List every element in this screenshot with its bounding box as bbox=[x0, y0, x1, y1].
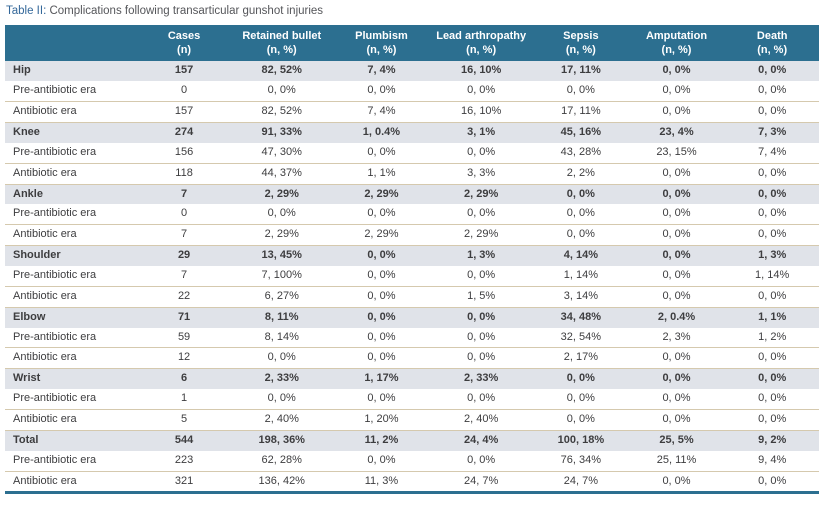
table-row-pre-antibiotic-era bbox=[5, 389, 819, 409]
data-cell: 2, 33% bbox=[428, 369, 534, 389]
data-cell: 24, 7% bbox=[428, 471, 534, 493]
row-label: Pre-antibiotic era bbox=[5, 81, 139, 101]
data-cell: 7, 100% bbox=[229, 266, 335, 286]
data-cell: 2, 40% bbox=[428, 410, 534, 431]
data-cell: 0, 0% bbox=[628, 184, 726, 204]
data-cell: 0, 0% bbox=[534, 410, 628, 431]
data-cell: 1, 5% bbox=[428, 286, 534, 307]
row-label: Pre-antibiotic era bbox=[5, 204, 139, 224]
data-cell: 100, 18% bbox=[534, 430, 628, 450]
data-cell: 321 bbox=[139, 471, 229, 493]
data-cell: 71 bbox=[139, 307, 229, 327]
table-row-pre-antibiotic-era bbox=[5, 451, 819, 471]
data-cell: 11, 3% bbox=[335, 471, 429, 493]
data-cell: 0, 0% bbox=[628, 225, 726, 246]
data-cell: 0, 0% bbox=[428, 451, 534, 471]
data-cell: 0, 0% bbox=[335, 143, 429, 163]
data-cell: 25, 5% bbox=[628, 430, 726, 450]
data-cell: 0, 0% bbox=[229, 389, 335, 409]
data-cell: 0, 0% bbox=[725, 163, 819, 184]
data-cell: 1, 1% bbox=[725, 307, 819, 327]
data-cell: 11, 2% bbox=[335, 430, 429, 450]
data-cell: 0, 0% bbox=[335, 389, 429, 409]
data-cell: 0, 0% bbox=[335, 81, 429, 101]
data-cell: 0 bbox=[139, 81, 229, 101]
table-row-pre-antibiotic-era bbox=[5, 143, 819, 163]
data-cell: 82, 52% bbox=[229, 61, 335, 81]
data-cell: 0, 0% bbox=[725, 81, 819, 101]
data-cell: 0, 0% bbox=[628, 246, 726, 266]
data-cell: 59 bbox=[139, 328, 229, 348]
data-cell: 25, 11% bbox=[628, 451, 726, 471]
row-label: Shoulder bbox=[5, 246, 139, 266]
data-cell: 2, 2% bbox=[534, 163, 628, 184]
table-number: Table II: bbox=[6, 5, 47, 17]
data-cell: 1, 1% bbox=[335, 163, 429, 184]
data-cell: 0, 0% bbox=[428, 143, 534, 163]
table-row-antibiotic-era bbox=[5, 471, 819, 493]
data-cell: 7 bbox=[139, 266, 229, 286]
data-cell: 118 bbox=[139, 163, 229, 184]
table-row-antibiotic-era bbox=[5, 225, 819, 246]
row-label: Total bbox=[5, 430, 139, 450]
data-cell: 23, 4% bbox=[628, 122, 726, 142]
data-cell: 0, 0% bbox=[335, 246, 429, 266]
data-cell: 1, 3% bbox=[725, 246, 819, 266]
column-header-amputation: Amputation (n, %) bbox=[628, 25, 726, 62]
data-cell: 0, 0% bbox=[428, 81, 534, 101]
data-cell: 0, 0% bbox=[628, 61, 726, 81]
data-cell: 0, 0% bbox=[428, 307, 534, 327]
data-cell: 1, 14% bbox=[725, 266, 819, 286]
data-cell: 0, 0% bbox=[534, 225, 628, 246]
data-cell: 0, 0% bbox=[335, 286, 429, 307]
data-cell: 0, 0% bbox=[628, 348, 726, 369]
table-row-antibiotic-era bbox=[5, 348, 819, 369]
data-cell: 0, 0% bbox=[628, 163, 726, 184]
data-cell: 0, 0% bbox=[534, 389, 628, 409]
table-row-pre-antibiotic-era bbox=[5, 266, 819, 286]
data-cell: 1, 17% bbox=[335, 369, 429, 389]
row-label: Antibiotic era bbox=[5, 163, 139, 184]
data-cell: 1, 20% bbox=[335, 410, 429, 431]
data-cell: 1, 14% bbox=[534, 266, 628, 286]
data-cell: 0, 0% bbox=[534, 204, 628, 224]
data-cell: 3, 14% bbox=[534, 286, 628, 307]
data-cell: 0, 0% bbox=[335, 266, 429, 286]
data-cell: 136, 42% bbox=[229, 471, 335, 493]
data-cell: 0, 0% bbox=[428, 328, 534, 348]
table-header bbox=[5, 25, 819, 62]
data-cell: 9, 4% bbox=[725, 451, 819, 471]
data-cell: 0, 0% bbox=[725, 204, 819, 224]
data-cell: 544 bbox=[139, 430, 229, 450]
data-cell: 157 bbox=[139, 61, 229, 81]
data-cell: 9, 2% bbox=[725, 430, 819, 450]
data-cell: 0, 0% bbox=[725, 184, 819, 204]
data-cell: 0, 0% bbox=[229, 81, 335, 101]
table-row-wrist bbox=[5, 369, 819, 389]
data-cell: 0, 0% bbox=[335, 307, 429, 327]
data-cell: 7, 3% bbox=[725, 122, 819, 142]
data-cell: 16, 10% bbox=[428, 102, 534, 123]
data-cell: 7 bbox=[139, 184, 229, 204]
header-row bbox=[5, 25, 819, 62]
row-label: Antibiotic era bbox=[5, 225, 139, 246]
data-cell: 8, 14% bbox=[229, 328, 335, 348]
data-cell: 0 bbox=[139, 204, 229, 224]
data-cell: 6, 27% bbox=[229, 286, 335, 307]
data-cell: 2, 29% bbox=[335, 225, 429, 246]
table-row-elbow bbox=[5, 307, 819, 327]
data-cell: 2, 29% bbox=[335, 184, 429, 204]
data-cell: 24, 7% bbox=[534, 471, 628, 493]
data-cell: 0, 0% bbox=[628, 286, 726, 307]
table-row-hip bbox=[5, 61, 819, 81]
row-label: Wrist bbox=[5, 369, 139, 389]
data-cell: 22 bbox=[139, 286, 229, 307]
data-cell: 45, 16% bbox=[534, 122, 628, 142]
data-cell: 0, 0% bbox=[229, 204, 335, 224]
row-label: Antibiotic era bbox=[5, 286, 139, 307]
row-label: Pre-antibiotic era bbox=[5, 328, 139, 348]
table-body bbox=[5, 61, 819, 493]
data-cell: 2, 3% bbox=[628, 328, 726, 348]
data-cell: 157 bbox=[139, 102, 229, 123]
data-cell: 3, 1% bbox=[428, 122, 534, 142]
data-cell: 2, 40% bbox=[229, 410, 335, 431]
data-cell: 2, 29% bbox=[229, 225, 335, 246]
data-cell: 0, 0% bbox=[428, 389, 534, 409]
data-cell: 16, 10% bbox=[428, 61, 534, 81]
data-cell: 34, 48% bbox=[534, 307, 628, 327]
row-label: Pre-antibiotic era bbox=[5, 451, 139, 471]
data-cell: 17, 11% bbox=[534, 61, 628, 81]
data-cell: 7, 4% bbox=[335, 61, 429, 81]
data-cell: 82, 52% bbox=[229, 102, 335, 123]
data-cell: 0, 0% bbox=[428, 266, 534, 286]
table-row-antibiotic-era bbox=[5, 163, 819, 184]
data-cell: 0, 0% bbox=[725, 471, 819, 493]
data-cell: 1 bbox=[139, 389, 229, 409]
data-cell: 0, 0% bbox=[335, 328, 429, 348]
data-cell: 5 bbox=[139, 410, 229, 431]
table-row-antibiotic-era bbox=[5, 286, 819, 307]
data-cell: 0, 0% bbox=[628, 102, 726, 123]
table-row-ankle bbox=[5, 184, 819, 204]
data-cell: 0, 0% bbox=[534, 184, 628, 204]
data-cell: 198, 36% bbox=[229, 430, 335, 450]
data-cell: 0, 0% bbox=[725, 369, 819, 389]
data-cell: 0, 0% bbox=[335, 204, 429, 224]
column-header-plumbism: Plumbism (n, %) bbox=[335, 25, 429, 62]
data-cell: 1, 3% bbox=[428, 246, 534, 266]
table-row-antibiotic-era bbox=[5, 410, 819, 431]
data-cell: 0, 0% bbox=[628, 369, 726, 389]
data-cell: 29 bbox=[139, 246, 229, 266]
data-cell: 0, 0% bbox=[628, 266, 726, 286]
data-cell: 0, 0% bbox=[428, 204, 534, 224]
data-cell: 1, 0.4% bbox=[335, 122, 429, 142]
data-cell: 0, 0% bbox=[725, 389, 819, 409]
data-cell: 4, 14% bbox=[534, 246, 628, 266]
column-header-death: Death (n, %) bbox=[725, 25, 819, 62]
data-cell: 2, 33% bbox=[229, 369, 335, 389]
data-cell: 2, 29% bbox=[229, 184, 335, 204]
table-row-pre-antibiotic-era bbox=[5, 328, 819, 348]
column-header-retained-bullet: Retained bullet (n, %) bbox=[229, 25, 335, 62]
data-cell: 32, 54% bbox=[534, 328, 628, 348]
table-caption-text: Complications following transarticular gunshot injuries bbox=[46, 5, 324, 17]
column-header-sepsis: Sepsis (n, %) bbox=[534, 25, 628, 62]
table-row-pre-antibiotic-era bbox=[5, 81, 819, 101]
table-row-knee bbox=[5, 122, 819, 142]
data-cell: 23, 15% bbox=[628, 143, 726, 163]
row-label: Antibiotic era bbox=[5, 471, 139, 493]
data-cell: 76, 34% bbox=[534, 451, 628, 471]
data-cell: 24, 4% bbox=[428, 430, 534, 450]
table-row-total bbox=[5, 430, 819, 450]
data-cell: 0, 0% bbox=[335, 348, 429, 369]
data-cell: 17, 11% bbox=[534, 102, 628, 123]
data-cell: 0, 0% bbox=[725, 225, 819, 246]
data-cell: 0, 0% bbox=[534, 369, 628, 389]
data-cell: 0, 0% bbox=[628, 471, 726, 493]
data-cell: 91, 33% bbox=[229, 122, 335, 142]
data-cell: 0, 0% bbox=[628, 410, 726, 431]
row-label: Pre-antibiotic era bbox=[5, 389, 139, 409]
data-cell: 274 bbox=[139, 122, 229, 142]
data-cell: 43, 28% bbox=[534, 143, 628, 163]
row-label: Elbow bbox=[5, 307, 139, 327]
row-label: Pre-antibiotic era bbox=[5, 266, 139, 286]
data-cell: 0, 0% bbox=[229, 348, 335, 369]
data-cell: 0, 0% bbox=[725, 61, 819, 81]
data-cell: 223 bbox=[139, 451, 229, 471]
row-label: Pre-antibiotic era bbox=[5, 143, 139, 163]
data-cell: 0, 0% bbox=[628, 204, 726, 224]
table-row-pre-antibiotic-era bbox=[5, 204, 819, 224]
data-cell: 44, 37% bbox=[229, 163, 335, 184]
row-label: Knee bbox=[5, 122, 139, 142]
row-label: Hip bbox=[5, 61, 139, 81]
data-cell: 2, 17% bbox=[534, 348, 628, 369]
data-cell: 12 bbox=[139, 348, 229, 369]
data-cell: 47, 30% bbox=[229, 143, 335, 163]
row-label: Ankle bbox=[5, 184, 139, 204]
data-cell: 13, 45% bbox=[229, 246, 335, 266]
row-label: Antibiotic era bbox=[5, 102, 139, 123]
data-cell: 0, 0% bbox=[725, 286, 819, 307]
data-cell: 7, 4% bbox=[725, 143, 819, 163]
data-cell: 2, 0.4% bbox=[628, 307, 726, 327]
data-cell: 0, 0% bbox=[628, 389, 726, 409]
data-cell: 0, 0% bbox=[628, 81, 726, 101]
data-cell: 0, 0% bbox=[428, 348, 534, 369]
row-label: Antibiotic era bbox=[5, 348, 139, 369]
data-cell: 0, 0% bbox=[725, 410, 819, 431]
data-cell: 0, 0% bbox=[725, 348, 819, 369]
data-cell: 2, 29% bbox=[428, 225, 534, 246]
row-label: Antibiotic era bbox=[5, 410, 139, 431]
data-cell: 1, 2% bbox=[725, 328, 819, 348]
data-cell: 0, 0% bbox=[725, 102, 819, 123]
table-caption bbox=[6, 5, 819, 19]
data-cell: 8, 11% bbox=[229, 307, 335, 327]
data-cell: 156 bbox=[139, 143, 229, 163]
table-row-shoulder bbox=[5, 246, 819, 266]
column-header-lead-arthropathy: Lead arthropathy (n, %) bbox=[428, 25, 534, 62]
column-header-cases: Cases (n) bbox=[139, 25, 229, 62]
data-cell: 7, 4% bbox=[335, 102, 429, 123]
complications-table bbox=[5, 25, 819, 495]
data-cell: 3, 3% bbox=[428, 163, 534, 184]
data-cell: 0, 0% bbox=[335, 451, 429, 471]
data-cell: 7 bbox=[139, 225, 229, 246]
data-cell: 62, 28% bbox=[229, 451, 335, 471]
data-cell: 2, 29% bbox=[428, 184, 534, 204]
data-cell: 6 bbox=[139, 369, 229, 389]
table-row-antibiotic-era bbox=[5, 102, 819, 123]
column-header-empty bbox=[5, 25, 139, 62]
data-cell: 0, 0% bbox=[534, 81, 628, 101]
